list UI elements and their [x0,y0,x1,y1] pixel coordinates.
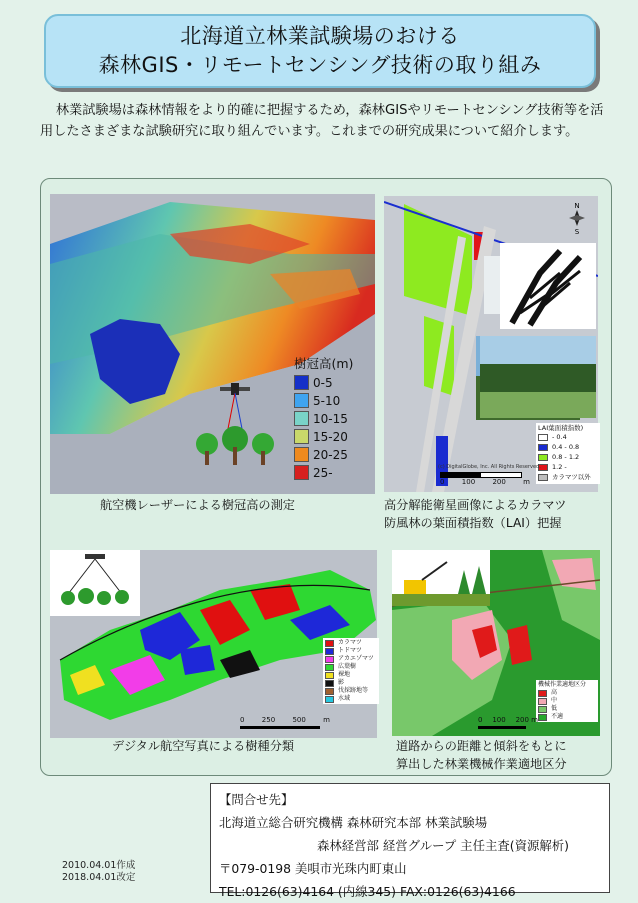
legend-label: アカエゾマツ [338,655,374,662]
legend-swatch [325,656,334,663]
legend-swatch [294,447,309,462]
scale-label: 0 [440,478,445,486]
legend-item [325,647,377,655]
legend-swatch [538,454,548,461]
legend-label: 0.4 - 0.8 [552,443,580,451]
scale-label: 0 [240,716,245,724]
species-scale-bar [240,716,330,734]
legend-label: 広葉樹 [338,663,357,670]
legend-item [538,453,598,462]
legend-swatch [325,688,334,695]
suitability-scale-bar [478,716,538,734]
scale-label: 200 [492,478,506,486]
legend-swatch [325,640,334,647]
legend-label: 10-15 [313,411,348,426]
legend-item [294,375,370,390]
suitability-legend-title: 機械作業適地区分 [538,681,587,688]
legend-item [325,695,377,703]
legend-swatch [538,706,547,713]
date-revised: 2018.04.01改定 [62,872,136,883]
suitability-legend [536,680,598,722]
legend-item [325,639,377,647]
lai-legend [536,423,600,484]
legend-item [538,463,598,472]
legend-swatch [538,714,547,721]
legend-label: 低 [551,705,558,712]
legend-item [538,697,596,705]
legend-item [294,411,370,426]
species-caption: デジタル航空写真による樹種分類 [112,739,295,753]
scale-label: m [323,716,330,724]
legend-label: トドマツ [338,647,362,654]
legend-item [294,465,370,480]
legend-item [294,429,370,444]
svg-text:N: N [574,202,580,210]
lidar-legend [294,356,370,483]
legend-label: 1.2 - [552,463,567,471]
svg-text:S: S [574,228,580,236]
scale-label: m [523,478,530,486]
suitability-caption-line1: 道路からの距離と傾斜をもとに [396,739,567,753]
compass-icon [562,200,592,236]
legend-swatch [325,696,334,703]
legend-label: 水域 [338,695,351,702]
revision-dates [62,860,135,884]
legend-swatch [538,434,548,441]
legend-item [325,655,377,663]
lidar-legend-title: 樹冠高(m) [294,356,354,371]
legend-swatch [294,465,309,480]
legend-item [294,393,370,408]
scale-label: 500 [292,716,306,724]
legend-label: 25- [313,465,333,480]
lai-legend-title: LAI葉面積指数) [538,424,584,432]
contact-address: 〒079-0198 美唄市光珠内町東山 [219,861,407,876]
legend-label: カラマツ [338,639,362,646]
legend-label: カラマツ以外 [552,473,591,481]
forestry-machine-illustration [392,550,490,606]
legend-item [538,689,596,697]
scale-label: 0 [478,716,483,724]
contact-box [210,783,610,899]
legend-item [325,671,377,679]
scale-label: 100 [461,478,476,486]
legend-label: - 0.4 [552,433,567,441]
legend-swatch [538,698,547,705]
larch-forest-photo [480,336,596,418]
legend-item [325,663,377,671]
legend-item [294,447,370,462]
satellite-caption-line2: 防風林の葉面積指数（LAI）把握 [384,516,562,530]
larch-branch-image [500,243,596,329]
legend-swatch [325,648,334,655]
legend-swatch [325,680,334,687]
scale-label: 200 m [515,716,538,724]
lidar-caption: 航空機レーザーによる樹冠高の測定 [100,498,295,512]
legend-swatch [538,444,548,451]
legend-swatch [294,429,309,444]
species-legend [323,638,379,704]
contact-heading: 【問合せ先】 [219,792,294,807]
legend-label: 裸地 [338,671,351,678]
legend-swatch [325,664,334,671]
legend-swatch [538,474,548,481]
legend-swatch [294,411,309,426]
scale-label: 250 [261,716,276,724]
suitability-caption-line2: 算出した林業機械作業適地区分 [396,757,567,771]
page-title-line1: 北海道立林業試験場のおける [180,24,460,48]
legend-label: 5-10 [313,393,341,408]
legend-label: 0.8 - 1.2 [552,453,580,461]
scale-label: 100 [492,716,506,724]
legend-item [538,705,596,713]
legend-item [325,679,377,687]
legend-item [538,443,598,452]
legend-swatch [538,690,547,697]
legend-swatch [294,375,309,390]
legend-swatch [294,393,309,408]
page-title-line2: 森林GIS・リモートセンシング技術の取り組み [98,53,542,77]
legend-item [325,687,377,695]
legend-swatch [325,672,334,679]
legend-label: 0-5 [313,375,333,390]
satellite-scale-bar [440,472,530,490]
satellite-caption-line1: 高分解能衛星画像によるカラマツ [384,498,567,512]
contact-phone: TEL:0126(63)4164 (内線345) FAX:0126(63)4166 [219,884,516,899]
date-created: 2010.04.01作成 [62,860,136,871]
satellite-copyright: (c) DigitalGlobe, Inc. All Rights Reserved. [438,464,541,470]
intro-paragraph: 林業試験場は森林情報をより的確に把握するため，森林GISやリモートセンシング技術等を活用したさまざまな試験研究に取り組んでいます。これまでの研究成果について紹介します。 [40,103,604,139]
legend-label: 影 [338,679,345,686]
title-box [44,14,596,88]
legend-item [538,473,598,482]
legend-item [538,433,598,442]
legend-label: 伐採跡地等 [338,687,369,694]
legend-label: 中 [551,697,558,704]
legend-item [538,713,596,721]
contact-dept: 森林経営部 経営グループ 主任主査(資源解析) [317,838,569,853]
aerial-camera-illustration [50,550,140,616]
legend-label: 20-25 [313,447,348,462]
legend-label: 高 [551,689,558,696]
contact-org: 北海道立総合研究機構 森林研究本部 林業試験場 [219,815,488,830]
legend-label: 不適 [551,713,564,720]
legend-label: 15-20 [313,429,348,444]
